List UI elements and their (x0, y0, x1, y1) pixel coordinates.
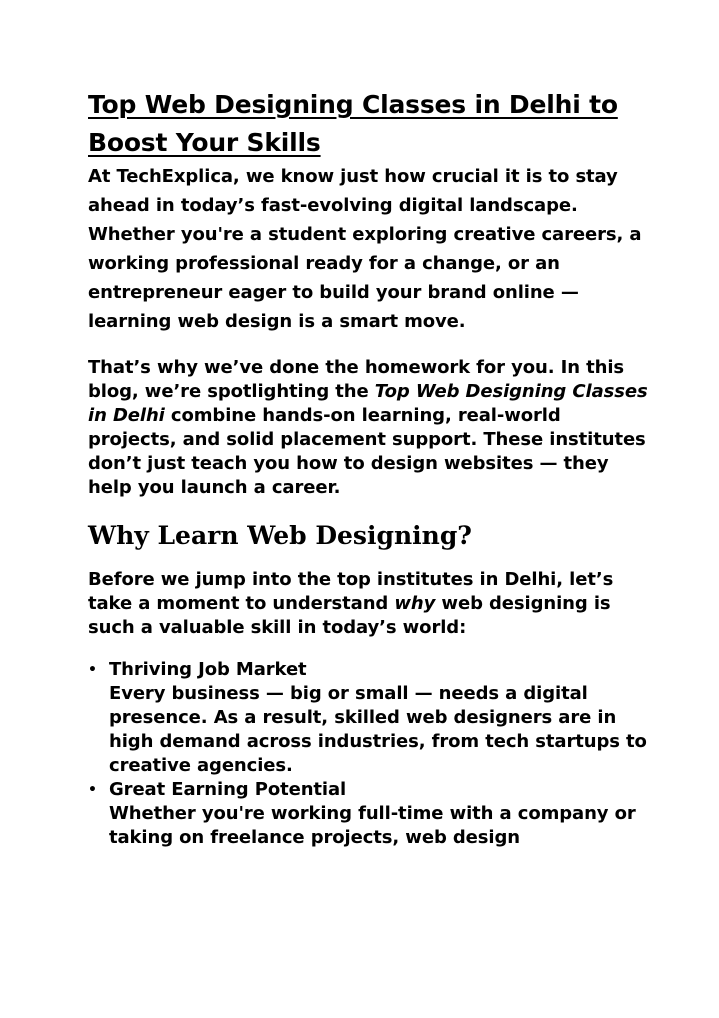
list-item (88, 658, 648, 778)
list-item-title: Thriving Job Market (109, 659, 307, 680)
bullet-icon: • (88, 782, 97, 798)
list-item-title: Great Earning Potential (109, 779, 347, 800)
spotlight-text-end: combine hands-on learning, real-world projects, and solid placement support. These institutes don’t just teach you how to design websites — they help you launch a career. (88, 405, 646, 498)
intro-paragraph: At TechExplica, we know just how crucial it is to stay ahead in today’s fast-evolving digital landscape. Whether you're a student exploring creative careers, a working professional ready for a change, or an entrepreneur eager to build your brand online — learning web design is a smart move. (88, 166, 642, 332)
section-heading: Why Learn Web Designing? (88, 521, 472, 550)
why-text-start: Before we jump into the top institutes in Delhi, let’s take a moment to understand (88, 569, 614, 614)
bullet-icon: • (88, 662, 97, 678)
why-paragraph (88, 568, 648, 640)
spotlight-paragraph (88, 356, 648, 500)
list-item (88, 778, 648, 850)
document-page (88, 86, 648, 850)
spotlight-emphasis: Top Web Designing Classes in Delhi (88, 381, 648, 426)
page-title: Top Web Designing Classes in Delhi to Boost Your Skills (88, 90, 618, 157)
why-text-end: web designing is such a valuable skill in today’s world: (88, 593, 611, 638)
why-emphasis: why (394, 593, 436, 614)
list-item-text: Whether you're working full-time with a company or taking on freelance projects, web design (109, 803, 636, 848)
list-item-text: Every business — big or small — needs a digital presence. As a result, skilled web designers are in high demand across industries, from tech startups to creative agencies. (109, 683, 647, 776)
spotlight-text-start: That’s why we’ve done the homework for you. In this blog, we’re spotlighting the (88, 357, 625, 402)
benefits-list (88, 658, 648, 850)
